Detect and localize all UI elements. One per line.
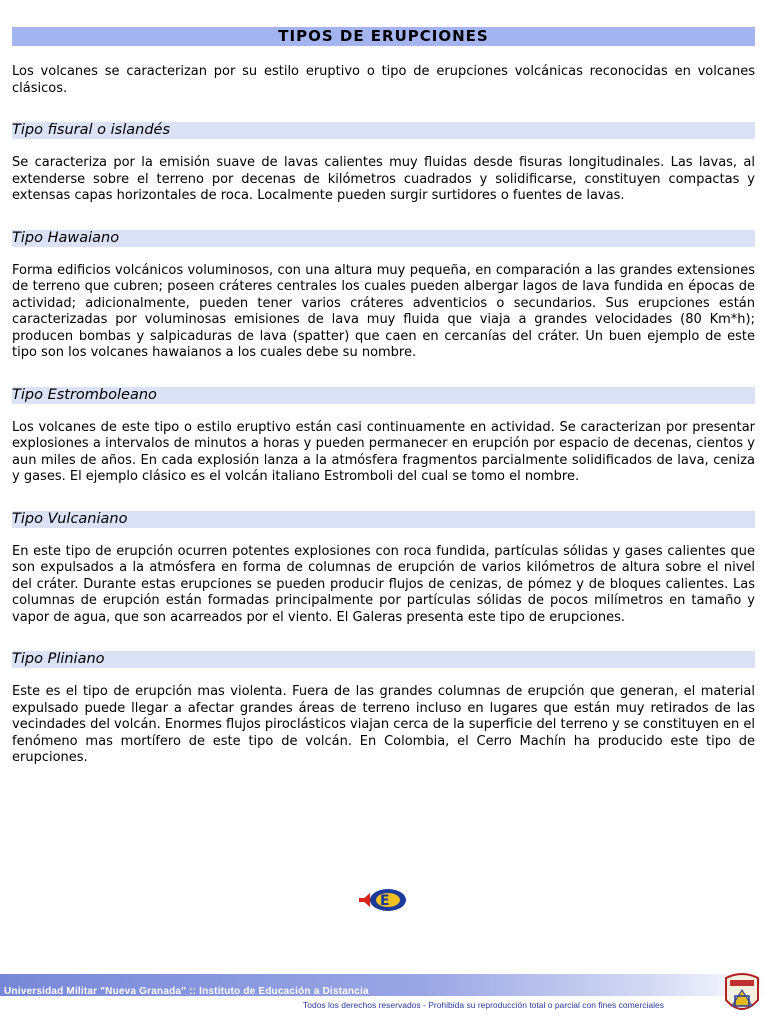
- section-body: En este tipo de erupción ocurren potentes explosiones con roca fundida, partículas sólidas y gases calientes que son expulsados a la atmósfera en forma de columnas de erupción de varios kilómetros de altura sobre el nivel del cráter. Durante estas erupciones se pueden producir flujos de cenizas, de pómez y de bloques calientes. Las columnas de erupción están formadas principalmente por partículas sólidas de pocos milímetros en tamaño y vapor de agua, que son acarreados por el viento. El Galeras presenta este tipo de erupciones.: [12, 543, 755, 625]
- footer-copyright: Todos los derechos reservados - Prohibida su reproducción total o parcial con fines comerciales: [303, 1000, 664, 1010]
- university-crest-icon: [720, 972, 764, 1018]
- section-estromboleano: [12, 387, 755, 486]
- section-pliniano: [12, 651, 755, 767]
- section-body: Este es el tipo de erupción mas violenta. Fuera de las grandes columnas de erupción que generan, el material expulsado puede llegar a afectar grandes áreas de terreno incluso en lugares que están muy retirados de las vecindades del volcán. Enormes flujos piroclásticos viajan cerca de la superficie del terreno y se constituyen en el fenómeno mas mortífero de este tipo de volcán. En Colombia, el Cerro Machín ha producido este tipo de erupciones.: [12, 684, 755, 765]
- section-body: Los volcanes de este tipo o estilo eruptivo están casi continuamente en actividad. Se caracterizan por presentar explosiones a intervalos de minutos a horas y pueden permanecer en erupción por espacio de decenas, cientos y aun miles de años. En cada explosión lanza a la atmósfera fragmentos parcialmente solidificados de lava, ceniza y gases. El ejemplo clásico es el volcán italiano Estromboli del cual se tomo el nombre.: [12, 419, 755, 484]
- section-heading: Tipo Hawaiano: [12, 230, 755, 247]
- page-title: TIPOS DE ERUPCIONES: [12, 27, 755, 46]
- document: [12, 27, 755, 767]
- section-fisural: [12, 122, 755, 205]
- section-heading: Tipo Pliniano: [12, 651, 755, 668]
- back-arrow-logo-icon[interactable]: [358, 887, 410, 913]
- section-body: Se caracteriza por la emisión suave de lavas calientes muy fluidas desde fisuras longitudinales. Las lavas, al extenderse sobre el terreno por decenas de kilómetros cuadrados y solidificarse, constituyen compactas y extensas capas horizontales de roca. Localmente pueden surgir surtidores o fuentes de lavas.: [12, 155, 755, 203]
- section-vulcaniano: [12, 511, 755, 627]
- footer-institution: Universidad Militar "Nueva Granada" :: Instituto de Educación a Distancia: [4, 986, 369, 997]
- section-heading: Tipo Vulcaniano: [12, 511, 755, 528]
- intro-paragraph: Los volcanes se caracterizan por su estilo eruptivo o tipo de erupciones volcánicas reconocidas en volcanes clásicos.: [12, 64, 755, 96]
- section-heading: Tipo Estromboleano: [12, 387, 755, 404]
- section-heading: Tipo fisural o islandés: [12, 122, 755, 139]
- section-body: Forma edificios volcánicos voluminosos, con una altura muy pequeña, en comparación a las grandes extensiones de terreno que cubren; poseen cráteres centrales los cuales pueden albergar lagos de lava fundida en épocas de actividad; adicionalmente, pueden tener varios cráteres adventicios o secundarios. Sus erupciones están caracterizadas por voluminosas emisiones de lava muy fluida que viaja a grandes velocidades (80 Km*h); producen bombas y salpicaduras de lava (spatter) que caen en cercanías del cráter. Un buen ejemplo de este tipo son los volcanes hawaianos a los cuales debe su nombre.: [12, 262, 755, 360]
- svg-text:E: E: [380, 893, 390, 909]
- section-hawaiano: [12, 230, 755, 362]
